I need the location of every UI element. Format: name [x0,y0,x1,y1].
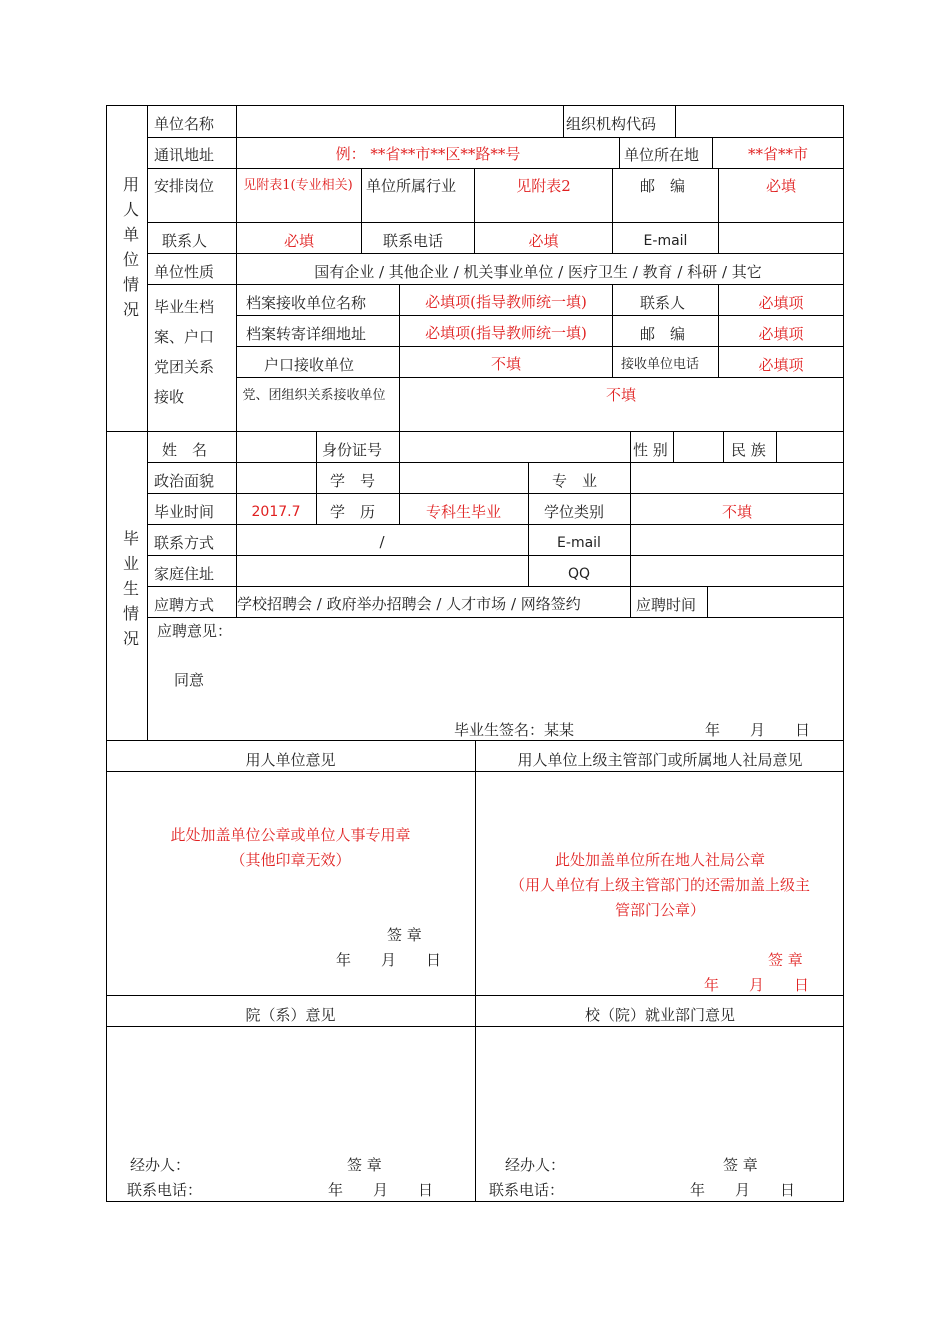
ethnic-field[interactable] [778,434,842,460]
phone-value[interactable]: 必填 [528,232,559,250]
unit-name-label: 单位名称 [154,115,215,133]
unit-location-value[interactable]: **省**市 [747,145,808,163]
archive-postcode-label: 邮 编 [640,325,686,343]
col-line [399,284,400,432]
col-line [718,168,719,253]
bureau-sign[interactable]: 签 章 [768,951,803,969]
archive-address-label: 档案转寄详细地址 [246,325,367,343]
row-line [147,555,844,556]
col-line [316,431,317,462]
row-line [147,524,844,525]
apply-time-field[interactable] [709,589,842,615]
row-line [147,137,844,138]
employer-opinion-title: 用人单位意见 [245,751,336,769]
col-line [723,431,724,462]
degree-value[interactable]: 不填 [721,503,752,521]
ethnic-label: 民 族 [731,441,766,459]
gender-field[interactable] [675,434,721,460]
bureau-stamp-note-2: （用人单位有上级主管部门的还需加盖上级主 [509,876,810,894]
qq-field[interactable] [632,558,842,584]
contact-value[interactable]: 必填 [283,232,314,250]
col-line [528,462,529,586]
col-line [475,740,476,1202]
col-line [361,168,362,253]
degree-label: 学位类别 [544,503,605,521]
grad-time-label: 毕业时间 [154,503,215,521]
home-label: 家庭住址 [154,565,215,583]
industry-value[interactable]: 见附表2 [516,177,571,195]
employer-sign[interactable]: 签 章 [387,926,422,944]
col-line [707,586,708,617]
postcode-value[interactable]: 必填 [765,177,796,195]
row-line [147,617,844,618]
political-label: 政治面貌 [154,472,215,490]
party-value[interactable]: 不填 [605,386,636,404]
grad-time-value[interactable]: 2017.7 [251,504,301,520]
nature-options[interactable]: 国有企业 / 其他企业 / 机关事业单位 / 医疗卫生 / 教育 / 科研 / 其它 [314,263,762,281]
school-date[interactable]: 年 月 日 [690,1181,796,1199]
opinion-label: 应聘意见： [157,622,233,640]
apply-method-label: 应聘方式 [154,596,215,614]
position-value[interactable]: 见附表1(专业相关) [243,178,353,193]
graduate-section-title: 毕业生情况 [122,529,139,648]
student-no-field[interactable] [401,465,526,491]
home-field[interactable] [238,558,526,584]
postcode-label: 邮 编 [640,177,686,195]
section-divider [106,431,844,432]
qq-label: QQ [567,566,591,582]
employer-stamp-note-2: （其他印章无效） [230,851,351,869]
col-line [316,462,317,524]
dept-handler[interactable]: 经办人： [130,1156,191,1174]
id-label: 身份证号 [322,441,383,459]
political-field[interactable] [238,465,314,491]
col-line [612,284,613,377]
opinion-value[interactable]: 同意 [174,671,205,689]
major-field[interactable] [632,465,842,491]
col-line [776,431,777,462]
col-line [236,105,237,432]
row-line [147,586,844,587]
address-label: 通讯地址 [154,146,215,164]
education-value[interactable]: 专科生毕业 [425,503,501,521]
dept-opinion-title: 院（系）意见 [245,1006,336,1024]
position-label: 安排岗位 [154,177,215,195]
archive-contact-label: 联系人 [640,294,686,312]
row-line [236,346,844,347]
employer-section-title: 用人单位情况 [122,175,139,319]
grad-contact-label: 联系方式 [154,534,215,552]
signature-label[interactable]: 毕业生签名：某某 [454,721,575,739]
hukou-value[interactable]: 不填 [490,355,521,373]
bureau-opinion-title: 用人单位上级主管部门或所属地人社局意见 [517,751,803,769]
row-line [147,222,844,223]
school-phone[interactable]: 联系电话： [489,1181,565,1199]
nature-label: 单位性质 [154,263,215,281]
dept-sign[interactable]: 签 章 [347,1156,382,1174]
major-label: 专 业 [552,472,598,490]
col-line [399,462,400,524]
archive-unit-label: 档案接收单位名称 [246,294,367,312]
row-line [147,284,844,285]
col-line [630,431,631,462]
bureau-stamp-note: 此处加盖单位所在地人社局公章 [554,851,765,869]
apply-time-label: 应聘时间 [636,596,697,614]
archive-group-label: 毕业生档案、户口党团关系接收 [154,298,215,406]
col-line [630,462,631,586]
receive-phone-value[interactable]: 必填项 [758,356,804,374]
hukou-label: 户口接收单位 [264,356,355,374]
student-no-label: 学 号 [330,472,376,490]
org-code-label: 组织机构代码 [566,115,657,133]
bureau-date[interactable]: 年 月 日 [704,976,810,994]
unit-name-field[interactable] [238,108,561,136]
col-line [630,586,631,617]
row-line [236,315,844,316]
row-line [147,168,844,169]
col-line [718,284,719,377]
org-code-field[interactable] [677,108,842,136]
name-field[interactable] [238,434,314,460]
archive-postcode-value[interactable]: 必填项 [758,325,804,343]
party-label: 党、团组织关系接收单位 [242,388,386,403]
col-line [236,431,237,617]
dept-date[interactable]: 年 月 日 [328,1181,434,1199]
archive-unit-value[interactable]: 必填项(指导教师统一填) [425,293,587,311]
col-line [399,431,400,462]
phone-label: 联系电话 [383,232,444,250]
receive-phone-label: 接收单位电话 [621,357,700,372]
employer-stamp-note: 此处加盖单位公章或单位人事专用章 [170,826,411,844]
row-line [147,462,844,463]
gender-label: 性 别 [633,441,668,459]
col-line [673,431,674,462]
school-opinion-title: 校（院）就业部门意见 [584,1006,735,1024]
grad-email-label: E-mail [557,535,601,551]
bureau-stamp-note-3: 管部门公章） [614,901,705,919]
col-line [474,168,475,253]
name-label: 姓 名 [162,441,208,459]
row-line [236,377,844,378]
col-line [563,105,564,137]
col-line [619,137,620,168]
employer-date[interactable]: 年 月 日 [336,951,442,969]
id-field[interactable] [401,434,628,460]
education-label: 学 历 [330,503,376,521]
email-label: E-mail [643,233,688,249]
school-handler[interactable]: 经办人： [505,1156,566,1174]
unit-location-label: 单位所在地 [624,146,700,164]
school-sign[interactable]: 签 章 [723,1156,758,1174]
grad-contact-value[interactable]: / [379,533,385,551]
signature-date[interactable]: 年 月 日 [705,721,811,739]
col-line [675,105,676,137]
email-field[interactable] [720,226,842,251]
contact-label: 联系人 [162,232,208,250]
section-label-divider [147,105,148,741]
col-line [612,168,613,253]
archive-address-value[interactable]: 必填项(指导教师统一填) [425,324,587,342]
row-line [147,253,844,254]
col-line [712,137,713,168]
dept-phone[interactable]: 联系电话： [127,1181,203,1199]
address-value[interactable]: 例： **省**市**区**路**号 [335,145,521,163]
industry-label: 单位所属行业 [366,177,457,195]
archive-contact-value[interactable]: 必填项 [758,294,804,312]
apply-method-value[interactable]: 学校招聘会 / 政府举办招聘会 / 人才市场 / 网络签约 [237,595,581,613]
row-line [147,493,844,494]
grad-email-field[interactable] [632,527,842,553]
